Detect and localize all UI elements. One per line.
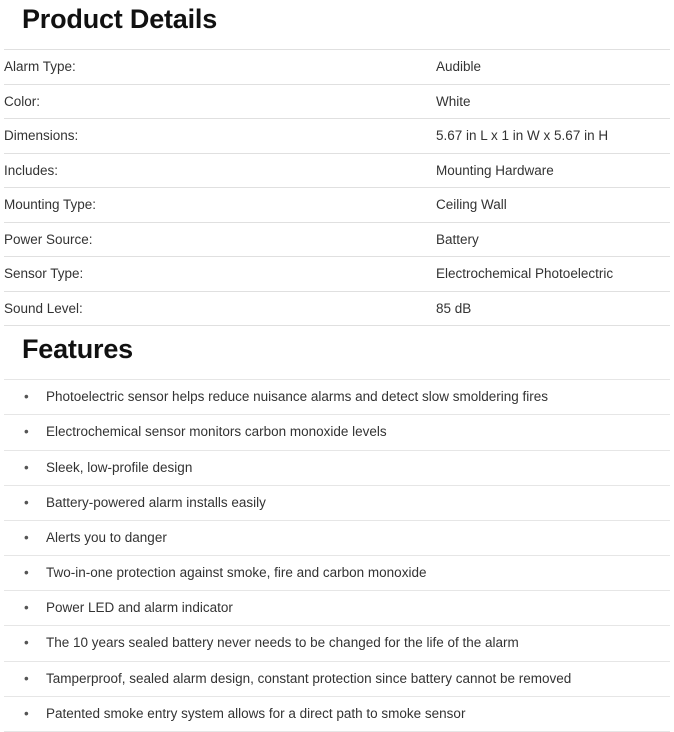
product-details-heading: Product Details: [22, 4, 218, 34]
bullet-icon: •: [24, 565, 29, 581]
bullet-icon: •: [24, 600, 29, 616]
list-item: [4, 521, 670, 556]
list-item: [4, 486, 670, 521]
bullet-icon: •: [24, 424, 29, 440]
list-item: [4, 591, 670, 626]
list-item: [4, 556, 670, 591]
list-item-label: Tamperproof, sealed alarm design, constant protection since battery cannot be removed: [46, 670, 572, 686]
list-item: [4, 415, 670, 450]
list-item-label: Alerts you to danger: [46, 529, 167, 545]
spec-value: Ceiling Wall: [436, 197, 507, 213]
table-row: [4, 84, 670, 119]
list-item-label: Two-in-one protection against smoke, fire and carbon monoxide: [46, 565, 427, 581]
bullet-icon: •: [24, 459, 29, 475]
spec-label: Dimensions:: [4, 128, 79, 144]
list-item-label: Battery-powered alarm installs easily: [46, 494, 266, 510]
list-item: [4, 662, 670, 697]
list-item-label: Electrochemical sensor monitors carbon monoxide levels: [46, 424, 387, 440]
features-list: [4, 379, 670, 732]
list-item: [4, 697, 670, 732]
list-item-label: Patented smoke entry system allows for a direct path to smoke sensor: [46, 705, 466, 721]
table-row: [4, 119, 670, 154]
bullet-icon: •: [24, 635, 29, 651]
table-row: [4, 188, 670, 223]
spec-label: Sound Level:: [4, 300, 83, 316]
spec-value: 85 dB: [436, 300, 472, 316]
spec-value: Battery: [436, 231, 479, 247]
table-row: [4, 153, 670, 188]
spec-label: Color:: [4, 93, 41, 109]
product-details-table-body: [4, 50, 670, 326]
bullet-icon: •: [24, 389, 29, 405]
table-row: [4, 50, 670, 85]
list-item: [4, 626, 670, 661]
spec-value: Audible: [436, 59, 482, 74]
list-item-label: Sleek, low-profile design: [46, 459, 193, 475]
spec-label: Alarm Type:: [4, 59, 76, 74]
features-heading: Features: [22, 334, 133, 365]
table-row: [4, 257, 670, 292]
list-item-label: Photoelectric sensor helps reduce nuisance alarms and detect slow smoldering fires: [46, 389, 549, 405]
bullet-icon: •: [24, 670, 29, 686]
spec-value: White: [436, 93, 471, 109]
product-details-table: [4, 49, 670, 326]
table-row: [4, 291, 670, 326]
spec-label: Mounting Type:: [4, 197, 97, 213]
spec-value: Mounting Hardware: [436, 162, 554, 178]
list-item-label: Power LED and alarm indicator: [46, 600, 233, 616]
list-item: [4, 451, 670, 486]
bullet-icon: •: [24, 529, 29, 545]
table-row: [4, 222, 670, 257]
spec-label: Power Source:: [4, 231, 93, 247]
list-item: [4, 379, 670, 415]
spec-value: Electrochemical Photoelectric: [436, 266, 614, 282]
spec-label: Sensor Type:: [4, 266, 84, 282]
spec-label: Includes:: [4, 162, 59, 178]
bullet-icon: •: [24, 705, 29, 721]
bullet-icon: •: [24, 494, 29, 510]
list-item-label: The 10 years sealed battery never needs to be changed for the life of the alarm: [46, 635, 519, 651]
spec-value: 5.67 in L x 1 in W x 5.67 in H: [436, 128, 609, 144]
